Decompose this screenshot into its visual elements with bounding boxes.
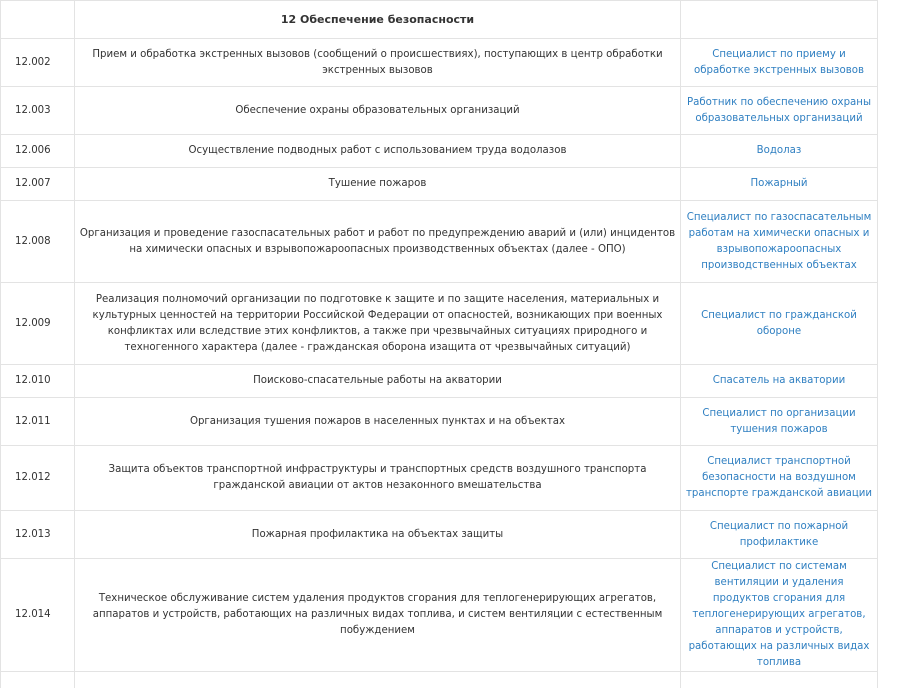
profession-link[interactable]: Специалист по гражданской обороне — [681, 283, 878, 365]
activity-description: Осуществление подводных работ с использованием труда водолазов — [75, 135, 681, 168]
activity-description: Защита объектов транспортной инфраструктуры и транспортных средств воздушного транспорта гражданской авиации от актов незаконного вмешательства — [75, 446, 681, 511]
standard-code: 12.007 — [1, 168, 75, 201]
activity-description: Организация и проведение газоспасательных работ и работ по предупреждению аварий и (или) инцидентов на химически опасных и взрывопожароопасных производственных объектах (далее - ОПО) — [75, 201, 681, 283]
profession-link[interactable]: Специалист по организации тушения пожаров — [681, 398, 878, 446]
table-row — [1, 87, 878, 135]
table-row — [1, 446, 878, 511]
table-row — [1, 201, 878, 283]
profession-link[interactable]: Специалист по системам вентиляции и удаления продуктов сгорания для теплогенерирующих агрегатов, аппаратов и устройств, работающих на различных видах топлива — [681, 559, 878, 672]
activity-description: Техническое обслуживание систем удаления продуктов сгорания для теплогенерирующих агрегатов, аппаратов и устройств, работающих на различных видах топлива, и систем вентиляции с естественным побуждением — [75, 559, 681, 672]
activity-description: Пожарная профилактика на объектах защиты — [75, 511, 681, 559]
profession-link[interactable]: Специалист транспортной безопасности на воздушном транспорте гражданской авиации — [681, 446, 878, 511]
activity-description: Прием и обработка экстренных вызовов (сообщений о происшествиях), поступающих в центр обработки экстренных вызовов — [75, 39, 681, 87]
profession-link[interactable]: Пожарный — [681, 168, 878, 201]
activity-description: Реализация полномочий организации по подготовке к защите и по защите населения, материальных и культурных ценностей на территории Российской Федерации от опасностей, возникающих при военных конфликтах или вследствие этих конфликтов, а также при чрезвычайных ситуациях природного и техногенного характера (далее - гражданская оборона изащита от чрезвычайных ситуаций) — [75, 283, 681, 365]
table-row — [1, 39, 878, 87]
section-header-row — [1, 1, 878, 39]
table-row — [1, 135, 878, 168]
table-row — [1, 365, 878, 398]
standard-code: 12.014 — [1, 559, 75, 672]
standard-code: 12.006 — [1, 135, 75, 168]
partial-desc-cell — [75, 672, 681, 688]
standard-code: 12.002 — [1, 39, 75, 87]
profession-link[interactable]: Специалист по приему и обработке экстренных вызовов — [681, 39, 878, 87]
profession-link[interactable]: Специалист по газоспасательным работам на химически опасных и взрывопожароопасных производственных объектах — [681, 201, 878, 283]
partial-code-cell — [1, 672, 75, 688]
activity-description: Организация тушения пожаров в населенных пунктах и на объектах — [75, 398, 681, 446]
section-title: 12 Обеспечение безопасности — [75, 1, 681, 39]
profession-link[interactable]: Водолаз — [681, 135, 878, 168]
table-row — [1, 168, 878, 201]
profession-link[interactable]: Работник по обеспечению охраны образовательных организаций — [681, 87, 878, 135]
header-code-cell — [1, 1, 75, 39]
header-prof-cell — [681, 1, 878, 39]
standard-code: 12.012 — [1, 446, 75, 511]
table-row — [1, 559, 878, 672]
profession-link[interactable]: Специалист по пожарной профилактике — [681, 511, 878, 559]
standard-code: 12.010 — [1, 365, 75, 398]
standard-code: 12.003 — [1, 87, 75, 135]
profession-link[interactable]: Спасатель на акватории — [681, 365, 878, 398]
table-row — [1, 398, 878, 446]
activity-description: Поисково-спасательные работы на акватории — [75, 365, 681, 398]
activity-description: Тушение пожаров — [75, 168, 681, 201]
standard-code: 12.009 — [1, 283, 75, 365]
table-row-partial — [1, 672, 878, 688]
standard-code: 12.008 — [1, 201, 75, 283]
standard-code: 12.013 — [1, 511, 75, 559]
activity-description: Обеспечение охраны образовательных организаций — [75, 87, 681, 135]
table-row — [1, 283, 878, 365]
standard-code: 12.011 — [1, 398, 75, 446]
table-row — [1, 511, 878, 559]
partial-prof-cell — [681, 672, 878, 688]
